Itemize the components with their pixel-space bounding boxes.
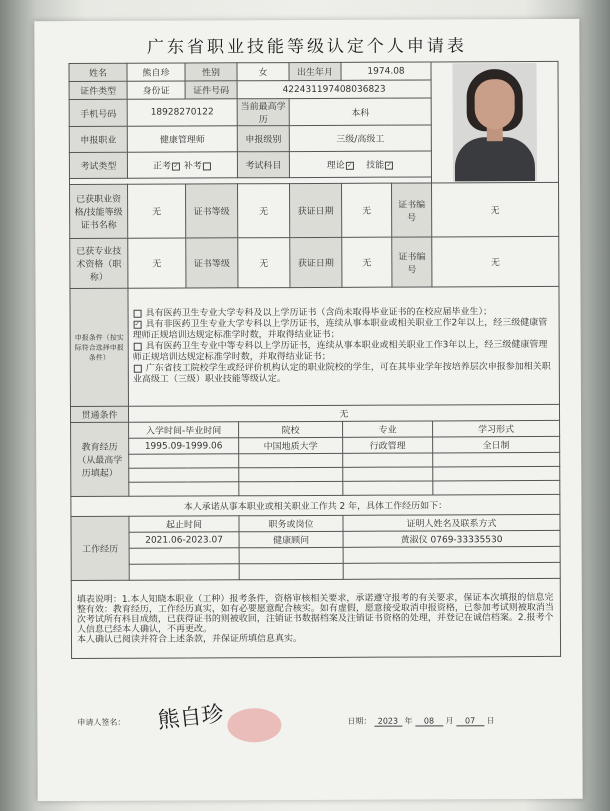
name-value: 熊自珍 [127,63,185,81]
cert-tech-label: 已获专业技术资格（职称） [70,238,128,288]
id-no-value: 422431197408036823 [237,80,431,99]
exam-type-value [127,152,237,178]
handwritten-signature: 熊自珍 [156,701,225,735]
cert-tech-level-label: 证书等级 [186,238,238,288]
condition-checkbox[interactable] [134,364,142,372]
condition-item[interactable]: ✓ 具有非医药卫生专业大学专科以上学历证书，连续从事本职业或相关职业工作2年以上，经三级健康管理师正规培训达规定标准学时数，并取得结业证书； [132,317,548,341]
exam-normal-checkbox[interactable]: ✓ [173,162,179,170]
condition-checkbox[interactable] [134,342,142,350]
declaration-text: 填表说明：1.本人知晓本职业（工种）报考条件，资格审核相关要求，承诺遵守报考的有关要求，保证本次填报的信息完整有效：教育经历，工作经历真实，如有必要愿意配合核实。如有虚假，愿意接受取消申报资格，已参加考试则被取消当次考试所有科目成绩，已获得证书的则被收回，注销证书数据档案及注销证书资格的处理，并登记在诚信档案。2.报考个人信息已经本人确认，不再更改。 [76,592,554,635]
edu-time-header: 入学时间-毕业时间 [129,422,239,438]
sign-label: 申请人签名： [77,717,126,728]
cert-skill-no-label: 证书编号 [392,183,432,237]
work-ref-value: 黄淑仪 0769-33335530 [343,530,560,547]
exam-make-label: 补考 [183,161,202,172]
education-value: 本科 [289,98,431,126]
photo-cell [431,61,559,183]
work-statement: 本人承诺从事本职业或相关职业工作共 2 年，具体工作经历如下： [71,494,560,516]
edu-time-value: 1995.09-1999.06 [129,438,239,454]
work-post-header: 职务或岗位 [239,515,343,531]
date-field: 日期： 2023 年 08 月 07 日 [347,716,495,726]
cert-tech-no: 无 [432,236,559,287]
subject-skill-checkbox[interactable]: ✓ [386,161,392,169]
applicant-portrait [452,63,537,181]
cert-skill-name: 无 [128,184,186,238]
declaration-confirm: 本人确认已阅读并符合上述条款，并保证所填信息真实。 [76,633,303,645]
id-type-label: 证件类型 [69,81,127,99]
illegal-label: 贯通条件 [70,406,128,422]
cert-skill-label: 已获职业资格/技能等级证书名称 [70,184,128,238]
cert-skill-level: 无 [238,184,290,238]
subject-skill-label: 技能 [366,160,385,171]
phone-label: 手机号码 [69,99,127,126]
declaration [71,578,560,658]
study-mode-header: 学习形式 [433,420,560,437]
level-value: 三级/高级工 [289,125,431,152]
gender-label: 性别 [185,63,237,81]
application-form [68,61,561,659]
work-post-value: 健康顾问 [239,531,343,547]
subject-theory-label: 理论 [326,160,345,171]
name-label: 姓名 [69,63,127,81]
education-label: 当前最高学历 [237,99,289,126]
exam-type-label: 考试类型 [69,152,127,178]
date-month: 08 [415,716,443,726]
cert-tech-no-label: 证书编号 [392,237,432,287]
birth-label: 出生年月 [289,62,341,80]
condition-checkbox[interactable] [134,309,142,317]
conditions-label: 申报条件（按实际符合选择申报条件） [70,288,129,406]
exam-subject-value [289,151,431,178]
work-exp-label: 工作经历 [71,516,129,580]
id-no-label: 证件号码 [185,81,237,99]
illegal-value: 无 [128,404,559,422]
cert-skill-date: 无 [342,183,392,237]
work-time-value: 2021.06-2023.07 [129,532,239,548]
exam-make-checkbox[interactable] [203,162,211,170]
condition-item[interactable]: 具有医药卫生专业大学专科及以上学历证书（含尚未取得毕业证书的在校应届毕业生）； [133,307,555,320]
study-mode-value: 全日制 [433,436,560,453]
conditions-list [128,286,560,406]
exam-normal-label: 正考 [152,161,172,172]
work-ref-header: 证明人姓名及联系方式 [343,514,560,531]
condition-item[interactable]: 广东省技工院校学生或经评价机构认定的职业院校的学生，可在其毕业学年按培养层次申报参加相关职业高级工（三级）职业技能等级认定。 [132,361,551,385]
cert-tech-name: 无 [128,238,186,288]
level-label: 申报级别 [237,126,289,152]
gender-value: 女 [237,63,289,81]
cert-skill-date-label: 获证日期 [290,183,342,237]
id-type-value: 身份证 [127,81,185,99]
cert-tech-level: 无 [238,238,290,288]
occupation-value: 健康管理师 [127,126,237,152]
condition-checkbox[interactable]: ✓ [134,320,140,328]
date-label: 日期： [347,716,372,726]
school-value: 中国地质大学 [239,437,343,453]
date-year: 2023 [374,717,402,727]
birth-value: 1974.08 [341,62,431,80]
exam-subject-label: 考试科目 [237,152,289,178]
cert-tech-date-label: 获证日期 [290,237,342,287]
cert-skill-level-label: 证书等级 [186,184,238,238]
date-day: 07 [456,716,484,726]
cert-tech-date: 无 [342,237,392,287]
subject-theory-checkbox[interactable]: ✓ [347,161,353,169]
cert-skill-no: 无 [432,182,559,237]
school-header: 院校 [239,421,343,437]
form-title: 广东省职业技能等级认定个人申请表 [146,36,467,58]
phone-value: 18928270122 [127,99,237,126]
signature-row [77,701,557,735]
condition-item[interactable]: 具有医药卫生专业中等专科以上学历证书，连续从事本职业或相关职业工作3年以上，经三级健康管理师正规培训达规定标准学时数，并取得结业证书； [132,339,548,363]
fingerprint-seal [227,708,281,742]
occupation-label: 申报职业 [69,126,127,152]
application-sheet [34,19,582,801]
edu-exp-label: 教育经历（从最高学历填起） [71,422,129,496]
major-header: 专业 [343,421,433,437]
major-value: 行政管理 [343,437,433,453]
work-time-header: 起止时间 [129,516,239,532]
